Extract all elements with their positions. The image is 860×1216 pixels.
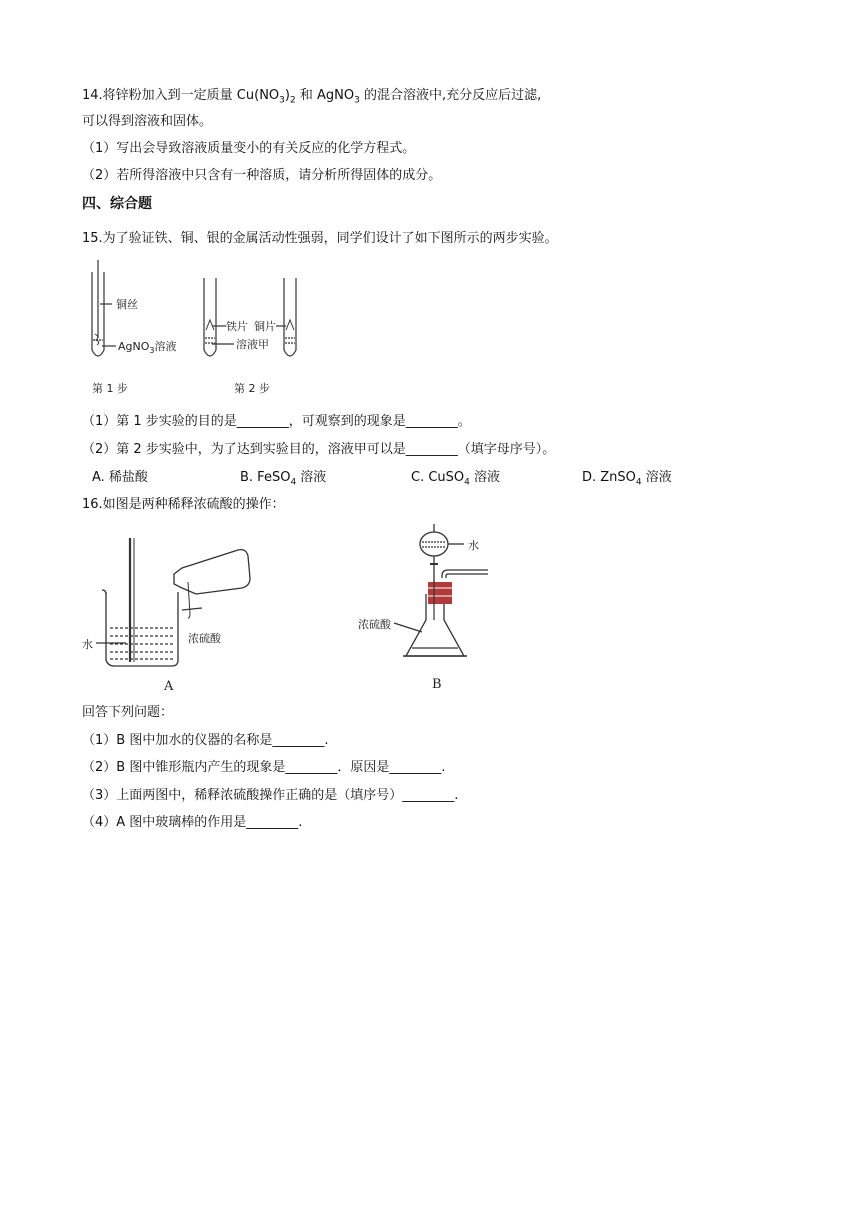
q15-option-b: B. FeSO$_4$ 溶液 bbox=[240, 470, 327, 488]
figure-a-caption: A bbox=[164, 679, 174, 694]
acid-bottle bbox=[174, 550, 250, 594]
q15-stem: 15.为了验证铁、铜、银的金属活动性强弱，同学们设计了如下图所示的两步实验。 bbox=[82, 231, 558, 246]
q16-figure-a bbox=[78, 528, 278, 698]
water-label-a: 水 bbox=[82, 638, 93, 651]
figure-b-caption: B bbox=[432, 677, 442, 692]
q16-part3: （3）上面两图中，稀释浓硫酸操作正确的是（填序号）________. bbox=[82, 788, 459, 803]
q14-subscript: 3 bbox=[354, 95, 360, 106]
test-tube-3 bbox=[276, 278, 296, 356]
agno3-label: AgNO$_3$溶液 bbox=[118, 340, 177, 355]
step2-label: 第 2 步 bbox=[234, 382, 270, 395]
separatory-funnel bbox=[420, 532, 448, 556]
step1-label: 第 1 步 bbox=[92, 382, 128, 395]
q14-stem-line1 bbox=[82, 86, 541, 111]
q15-figure bbox=[80, 258, 320, 403]
test-tube-1 bbox=[92, 260, 116, 356]
q14-stem-part-c: 和 AgNO bbox=[295, 88, 355, 103]
q14-stem-part-a: 14.将锌粉加入到一定质量 Cu(NO bbox=[82, 88, 280, 103]
q14-part2: （2）若所得溶液中只含有一种溶质，请分析所得固体的成分。 bbox=[82, 168, 442, 183]
q14-part1: （1）写出会导致溶液质量变小的有关反应的化学方程式。 bbox=[82, 141, 416, 156]
copper-wire-label: 铜丝 bbox=[116, 298, 138, 311]
q14-stem-line2: 可以得到溶液和固体。 bbox=[82, 114, 213, 129]
test-tube-2 bbox=[204, 278, 234, 356]
q14-stem-part-d: 的混合溶液中,充分反应后过滤, bbox=[359, 88, 542, 103]
beaker bbox=[106, 592, 178, 666]
iron-plate-label: 铁片 bbox=[226, 320, 248, 333]
q16-answer-intro: 回答下列问题： bbox=[82, 705, 174, 720]
q15-option-c: C. CuSO$_4$ 溶液 bbox=[411, 470, 501, 488]
acid-label-a: 浓硫酸 bbox=[188, 632, 221, 645]
acid-label-b: 浓硫酸 bbox=[358, 618, 391, 631]
water-label-b: 水 bbox=[468, 539, 479, 552]
q16-part1: （1）B 图中加水的仪器的名称是________. bbox=[82, 733, 329, 748]
q14-subscript: 3 bbox=[279, 95, 285, 106]
q15-option-d: D. ZnSO$_4$ 溶液 bbox=[582, 470, 672, 488]
section-heading: 四、综合题 bbox=[82, 196, 152, 212]
q16-figure-b bbox=[354, 520, 514, 695]
copper-plate-label: 铜片 bbox=[254, 320, 276, 333]
q16-stem: 16.如图是两种稀释浓硫酸的操作： bbox=[82, 497, 285, 512]
q15-part2: （2）第 2 步实验中，为了达到实验目的，溶液甲可以是________（填字母序号）。 bbox=[82, 442, 556, 457]
q16-part2: （2）B 图中锥形瓶内产生的现象是________．原因是________. bbox=[82, 760, 446, 775]
q15-option-a: A. 稀盐酸 bbox=[92, 470, 148, 485]
solution-a-label: 溶液甲 bbox=[236, 338, 269, 351]
q14-stem-part-b: ) bbox=[284, 88, 290, 103]
q16-part4: （4）A 图中玻璃棒的作用是________. bbox=[82, 815, 303, 830]
q14-subscript: 2 bbox=[289, 95, 296, 106]
rubber-stopper bbox=[428, 582, 452, 604]
q15-part1: （1）第 1 步实验的目的是________，可观察到的现象是________。 bbox=[82, 414, 471, 429]
